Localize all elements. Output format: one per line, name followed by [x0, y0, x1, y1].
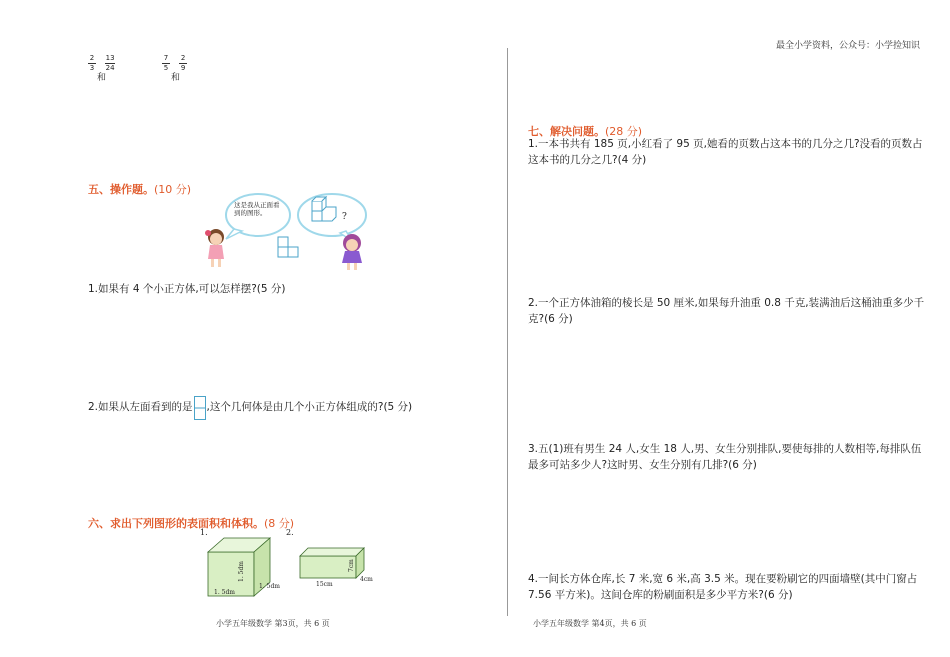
cuboid-length-label: 15cm [316, 581, 333, 588]
section-7-question-3: 3.五(1)班有男生 24 人,女生 18 人,男、女生分别排队,要使每排的人数相等,每排队伍 最多可站多少人?这时男、女生分别有几排?(6 分) [528, 443, 922, 471]
girl-right-icon [342, 234, 362, 270]
cuboid-height-label: 7cm [348, 559, 355, 572]
girl-left-icon [205, 229, 224, 267]
section-6-title: 六、求出下列图形的表面积和体积。(8 分) [88, 517, 295, 530]
section-5-question-2: 2.如果从左面看到的是 ,这个几何体是由几个小正方体组成的?(5 分) [88, 396, 412, 420]
front-view-shape [278, 237, 298, 257]
section-5-title: 五、操作题。(10 分) [88, 183, 192, 196]
section-5-illustration [200, 193, 380, 273]
section-7-question-4: 4.一间长方体仓库,长 7 米,宽 6 米,高 3.5 米。现在要粉刷它的四面墙壁(其中门窗占 7.56 平方米)。这间仓库的粉刷面积是多少平方米?(6 分) [528, 573, 918, 601]
header-note: 最全小学资料，公众号：小学捡知识 [776, 41, 921, 51]
fraction: $\frac{2}{9}$ [180, 54, 186, 72]
bubble-text: 这是我从正面看到的图形。 [234, 201, 280, 217]
cube-width-label: 1. 5dm [214, 589, 235, 596]
section-7-question-1: 1.一本书共有 185 页,小红看了 95 页,她看的页数占这本书的几分之几?没看的页数占 这本书的几分之几?(4 分) [528, 138, 923, 166]
fraction-pair-1: $\frac{2}{3}$ $_和$ $\frac{13}{24}$ [89, 54, 115, 83]
section-6-figures [196, 524, 396, 599]
page-divider [507, 48, 508, 616]
section-7-title: 七、解决问题。(28 分) [528, 125, 643, 138]
cube-height-label: 1. 5dm [238, 561, 245, 582]
figure-1-label: 1. [200, 528, 208, 537]
section-5-question-1: 1.如果有 4 个小正方体,可以怎样摆?(5 分) [88, 283, 286, 295]
fraction: $\frac{7}{5}$ [163, 54, 169, 72]
fraction: $\frac{13}{24}$ [105, 54, 115, 72]
footer-left: 小学五年级数学 第3页，共 6 页 [216, 619, 330, 628]
fraction-pair-2: $\frac{7}{5}$ $_和$ $\frac{2}{9}$ [163, 54, 186, 83]
cuboid-depth-label: 4cm [360, 576, 373, 583]
section-7-question-2: 2.一个正方体油箱的棱长是 50 厘米,如果每升油重 0.8 千克,装满油后这桶油重多少千 克?(6 分) [528, 297, 925, 325]
footer-right: 小学五年级数学 第4页，共 6 页 [533, 619, 647, 628]
bubble-question: ? [342, 212, 347, 222]
left-view-shape [194, 396, 206, 420]
figure-2-label: 2. [286, 528, 294, 537]
fraction: $\frac{2}{3}$ [89, 54, 95, 72]
cube-depth-label: 1. 5dm [259, 583, 280, 590]
